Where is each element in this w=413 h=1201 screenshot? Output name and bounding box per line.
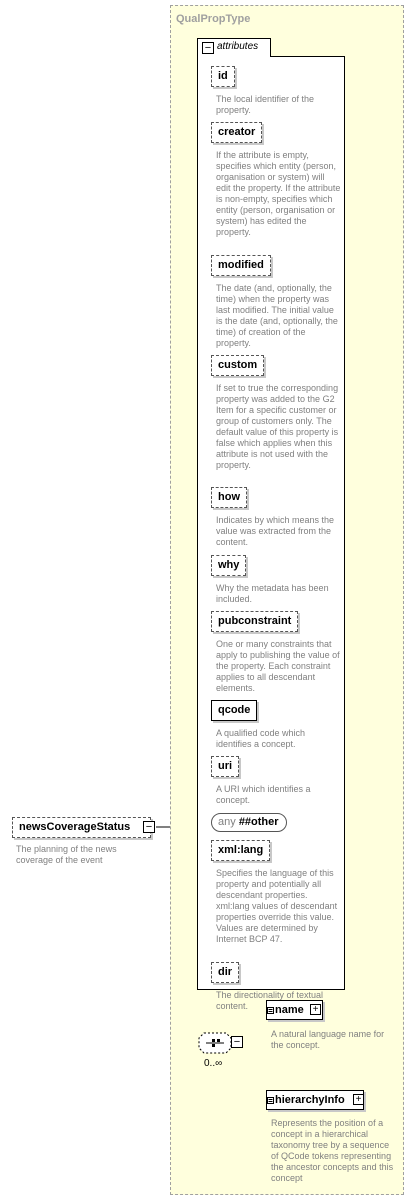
any-attribute-keyword: any [218, 816, 236, 828]
attribute-why-description: Why the metadata has been included. [216, 583, 329, 604]
attribute-xml-lang[interactable]: xml:lang [211, 840, 270, 861]
attribute-id[interactable]: id [211, 66, 235, 87]
expand-icon[interactable]: + [310, 1004, 321, 1015]
attribute-qcode-description: A qualified code which identifies a concept. [216, 728, 306, 749]
element-name-box[interactable]: name [266, 1000, 323, 1020]
expand-icon[interactable]: + [353, 1094, 364, 1105]
attribute-modified-description: The date (and, optionally, the time) when the property was last modified. The initial value is the date (and, optionally, the time) of creation of the property. [216, 283, 338, 348]
element-name-description: A natural language name for the concept. [271, 1029, 385, 1050]
attribute-pubconstraint[interactable]: pubconstraint [211, 611, 298, 632]
attribute-xml-lang-description: Specifies the language of this property and potentially all descendant properties. xml:lang values of descendant properties override this value. Values are determined by Internet BCP 47. [216, 868, 338, 944]
sequence-cardinality: 0..∞ [204, 1058, 223, 1069]
attribute-how[interactable]: how [211, 487, 247, 508]
attribute-uri[interactable]: uri [211, 756, 239, 777]
attributes-collapse-icon[interactable]: − [202, 42, 214, 54]
attributes-group-label: attributes [217, 41, 259, 52]
attribute-id-description: The local identifier of the property. [216, 94, 315, 115]
attribute-qcode[interactable]: qcode [211, 700, 257, 721]
attribute-why[interactable]: why [211, 555, 246, 576]
any-attribute-namespace: ##other [238, 816, 279, 828]
element-doc-icon [267, 1001, 274, 1008]
attribute-dir[interactable]: dir [211, 962, 239, 983]
attribute-pubconstraint-description: One or many constraints that apply to publishing the value of the property. Each constraint applies to all descendant elements. [216, 639, 340, 693]
attribute-modified[interactable]: modified [211, 255, 271, 276]
root-element-description: The planning of the news coverage of the event [16, 844, 117, 865]
element-doc-icon [267, 1091, 274, 1098]
element-hierarchyinfo-box[interactable]: hierarchyInfo [266, 1090, 364, 1110]
complex-type-name: QualPropType [176, 13, 251, 25]
attribute-custom[interactable]: custom [211, 355, 264, 376]
attribute-custom-description: If set to true the corresponding property was added to the G2 Item for a specific customer or group of customers only. The default value of this property is false which applies when this attribute is not used with the property. [216, 383, 339, 470]
sequence-compositor-icon[interactable] [198, 1032, 232, 1054]
root-element-box[interactable] [12, 817, 151, 838]
collapse-icon[interactable]: − [143, 821, 155, 833]
sequence-collapse-icon[interactable]: − [231, 1036, 243, 1048]
root-element-name: newsCoverageStatus [19, 821, 131, 833]
element-hierarchyinfo-description: Represents the position of a concept in a hierarchical taxonomy tree by a sequence of QCode tokens representing the ancestor concepts and this concept [271, 1118, 394, 1183]
any-attribute[interactable] [211, 813, 287, 832]
attribute-creator-description: If the attribute is empty, specifies which entity (person, organisation or system) will edit the property. If the attribute is non-empty, specifies which entity (person, organisation or system) has edited the property. [216, 150, 341, 237]
attribute-uri-description: A URI which identifies a concept. [216, 784, 311, 805]
attribute-how-description: Indicates by which means the value was extracted from the content. [216, 515, 335, 547]
attribute-creator[interactable]: creator [211, 122, 262, 143]
attribute-dir-description: The directionality of textual content. [216, 990, 324, 1011]
